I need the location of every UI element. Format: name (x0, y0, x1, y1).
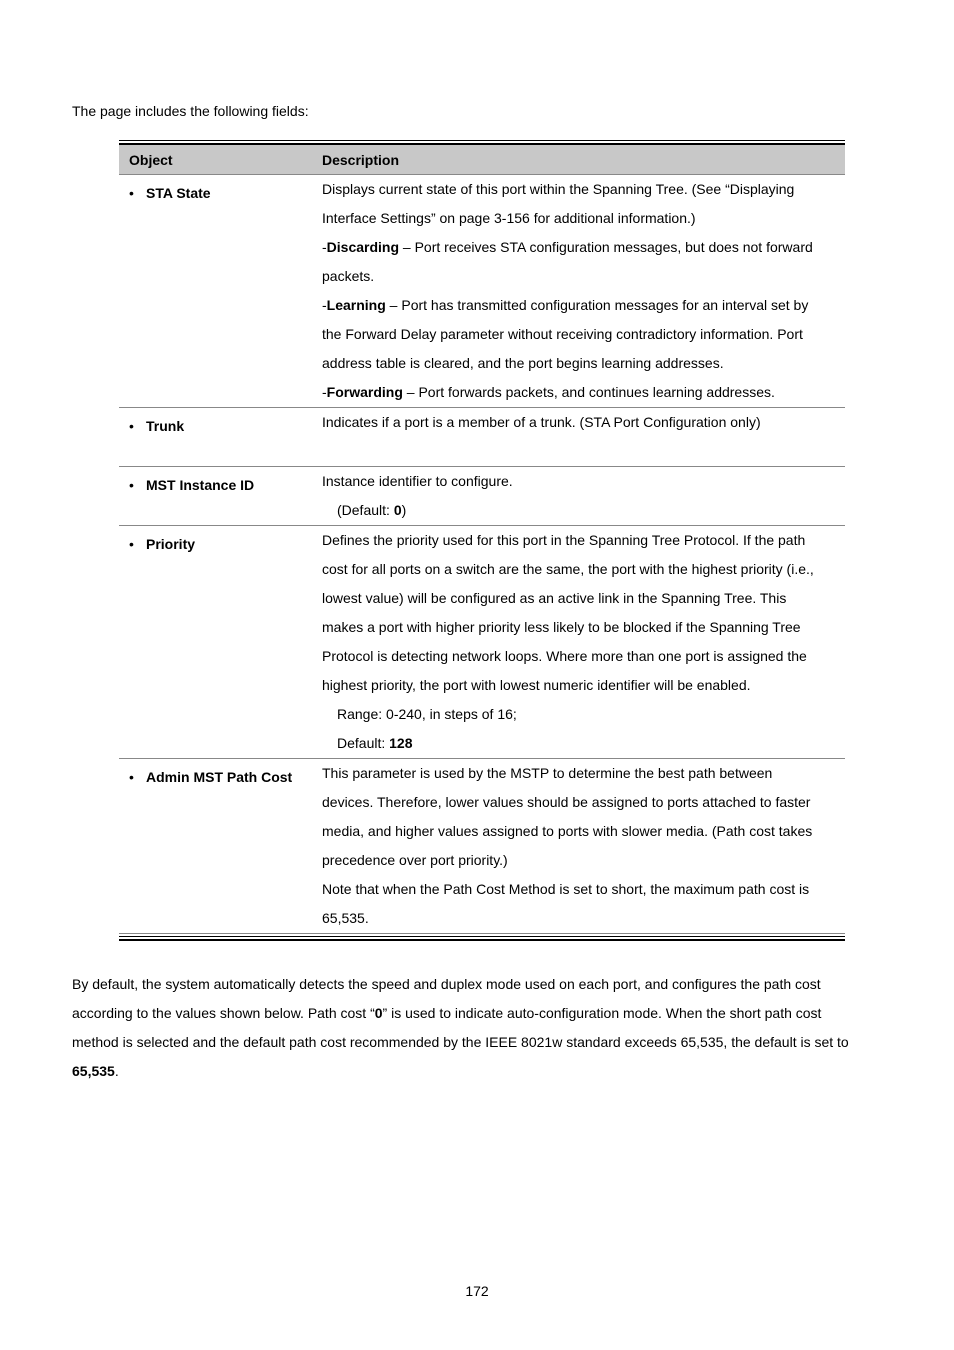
header-object: Object (129, 151, 173, 168)
text-line (322, 613, 845, 642)
line-text: devices. Therefore, lower values should be assigned to ports attached to faster (322, 794, 811, 810)
line-text: lowest value) will be configured as an active link in the Spanning Tree. This (322, 590, 787, 606)
text-line (322, 846, 845, 875)
line-text: - (322, 239, 327, 255)
body-paragraph (72, 970, 882, 1086)
text-line (322, 526, 845, 555)
row-description (322, 408, 845, 466)
text-line (72, 999, 882, 1028)
table-header (119, 145, 845, 175)
text-line (322, 671, 845, 700)
row-object (119, 526, 322, 758)
row-description (322, 467, 845, 525)
line-text: Displays current state of this port within the Spanning Tree. (See “Displaying (322, 181, 795, 197)
text-line (322, 759, 845, 788)
text-line (322, 262, 845, 291)
line-text: Protocol is detecting network loops. Where more than one port is assigned the (322, 648, 807, 664)
row-description (322, 759, 845, 933)
line-text: Instance identifier to configure. (322, 473, 513, 489)
fields-table (119, 140, 845, 941)
text-line (322, 349, 845, 378)
text-line (322, 788, 845, 817)
row-description (322, 175, 845, 407)
row-object-label: STA State (146, 185, 211, 201)
line-text: . (114, 1063, 119, 1079)
line-text: – Port receives STA configuration messages, but does not forward (399, 239, 813, 255)
bullet-icon: • (129, 185, 134, 201)
line-text: method is selected and the default path cost recommended by the IEEE 8021w standard exceeds 65,535, the default is set to (72, 1034, 849, 1050)
table-row (119, 467, 845, 526)
line-text: Range: 0-240, in steps of 16; (337, 706, 517, 722)
row-object-label: Admin MST Path Cost (146, 769, 293, 785)
table-row (119, 759, 845, 934)
text-line (72, 1028, 882, 1057)
table-body (119, 175, 845, 934)
line-text: Interface Settings” on page 3-156 for additional information.) (322, 210, 696, 226)
text-line (322, 817, 845, 846)
table-bottom-rule (119, 936, 845, 937)
row-object (119, 175, 322, 407)
text-line (322, 467, 845, 496)
text-line (322, 175, 845, 204)
line-text: (Default: (337, 502, 394, 518)
text-line (322, 642, 845, 671)
text-line (322, 584, 845, 613)
row-object (119, 759, 322, 933)
line-bold-text: Forwarding (326, 384, 403, 400)
page-number: 172 (465, 1283, 489, 1299)
bullet-icon: • (129, 536, 134, 552)
line-bold-text: 0 (393, 502, 402, 518)
row-description (322, 526, 845, 758)
table-row (119, 408, 845, 467)
text-line (322, 408, 845, 437)
line-text: media, and higher values assigned to ports with slower media. (Path cost takes (322, 823, 813, 839)
text-line (322, 437, 845, 466)
bullet-icon: • (129, 477, 134, 493)
line-text: packets. (322, 268, 375, 284)
text-line (72, 970, 882, 999)
text-line (322, 700, 845, 729)
text-line (322, 729, 845, 758)
table-bottom-rule-2 (119, 939, 845, 941)
line-text: - (322, 297, 327, 313)
intro-text: The page includes the following fields: (72, 103, 309, 119)
line-bold-text: 65,535 (72, 1063, 115, 1079)
row-object-label: Trunk (146, 418, 185, 434)
line-text: Defines the priority used for this port in the Spanning Tree Protocol. If the path (322, 532, 806, 548)
row-object-label: MST Instance ID (146, 477, 255, 493)
text-line (322, 204, 845, 233)
line-bold-text: 0 (374, 1005, 383, 1021)
line-text: cost for all ports on a switch are the same, the port with the highest priority (i.e., (322, 561, 814, 577)
line-text: address table is cleared, and the port begins learning addresses. (322, 355, 724, 371)
line-bold-text: Discarding (326, 239, 400, 255)
bullet-icon: • (129, 418, 134, 434)
text-line (322, 904, 845, 933)
text-line (72, 1057, 882, 1086)
row-object (119, 467, 322, 525)
line-text: highest priority, the port with lowest numeric identifier will be enabled. (322, 677, 751, 693)
row-object (119, 408, 322, 466)
text-line (322, 555, 845, 584)
line-text: - (322, 384, 327, 400)
text-line (322, 378, 845, 407)
line-text: By default, the system automatically detects the speed and duplex mode used on each port, and configures the path cost (72, 976, 821, 992)
line-text: 65,535. (322, 910, 369, 926)
table-top-rule (119, 140, 845, 141)
line-text: the Forward Delay parameter without receiving contradictory information. Port (322, 326, 803, 342)
header-description: Description (322, 151, 400, 168)
bullet-icon: • (129, 769, 134, 785)
line-text: Note that when the Path Cost Method is set to short, the maximum path cost is (322, 881, 810, 897)
text-line (322, 875, 845, 904)
text-line (322, 233, 845, 262)
table-row (119, 526, 845, 759)
line-bold-text: Learning (326, 297, 386, 313)
line-text: ) (401, 502, 407, 518)
line-text: This parameter is used by the MSTP to determine the best path between (322, 765, 773, 781)
line-text: Indicates if a port is a member of a trunk. (STA Port Configuration only) (322, 414, 761, 430)
text-line (322, 291, 845, 320)
line-text: ” is used to indicate auto-configuration mode. When the short path cost (382, 1005, 822, 1021)
line-text: precedence over port priority.) (322, 852, 508, 868)
line-text: – Port has transmitted configuration messages for an interval set by (385, 297, 809, 313)
text-line (322, 496, 845, 525)
text-line (322, 320, 845, 349)
line-text: – Port forwards packets, and continues learning addresses. (402, 384, 775, 400)
line-text: makes a port with higher priority less likely to be blocked if the Spanning Tree (322, 619, 801, 635)
line-text: Default: (337, 735, 390, 751)
line-bold-text: 128 (389, 735, 413, 751)
table-row (119, 175, 845, 408)
row-object-label: Priority (146, 536, 196, 552)
line-text: according to the values shown below. Path cost “ (72, 1005, 375, 1021)
